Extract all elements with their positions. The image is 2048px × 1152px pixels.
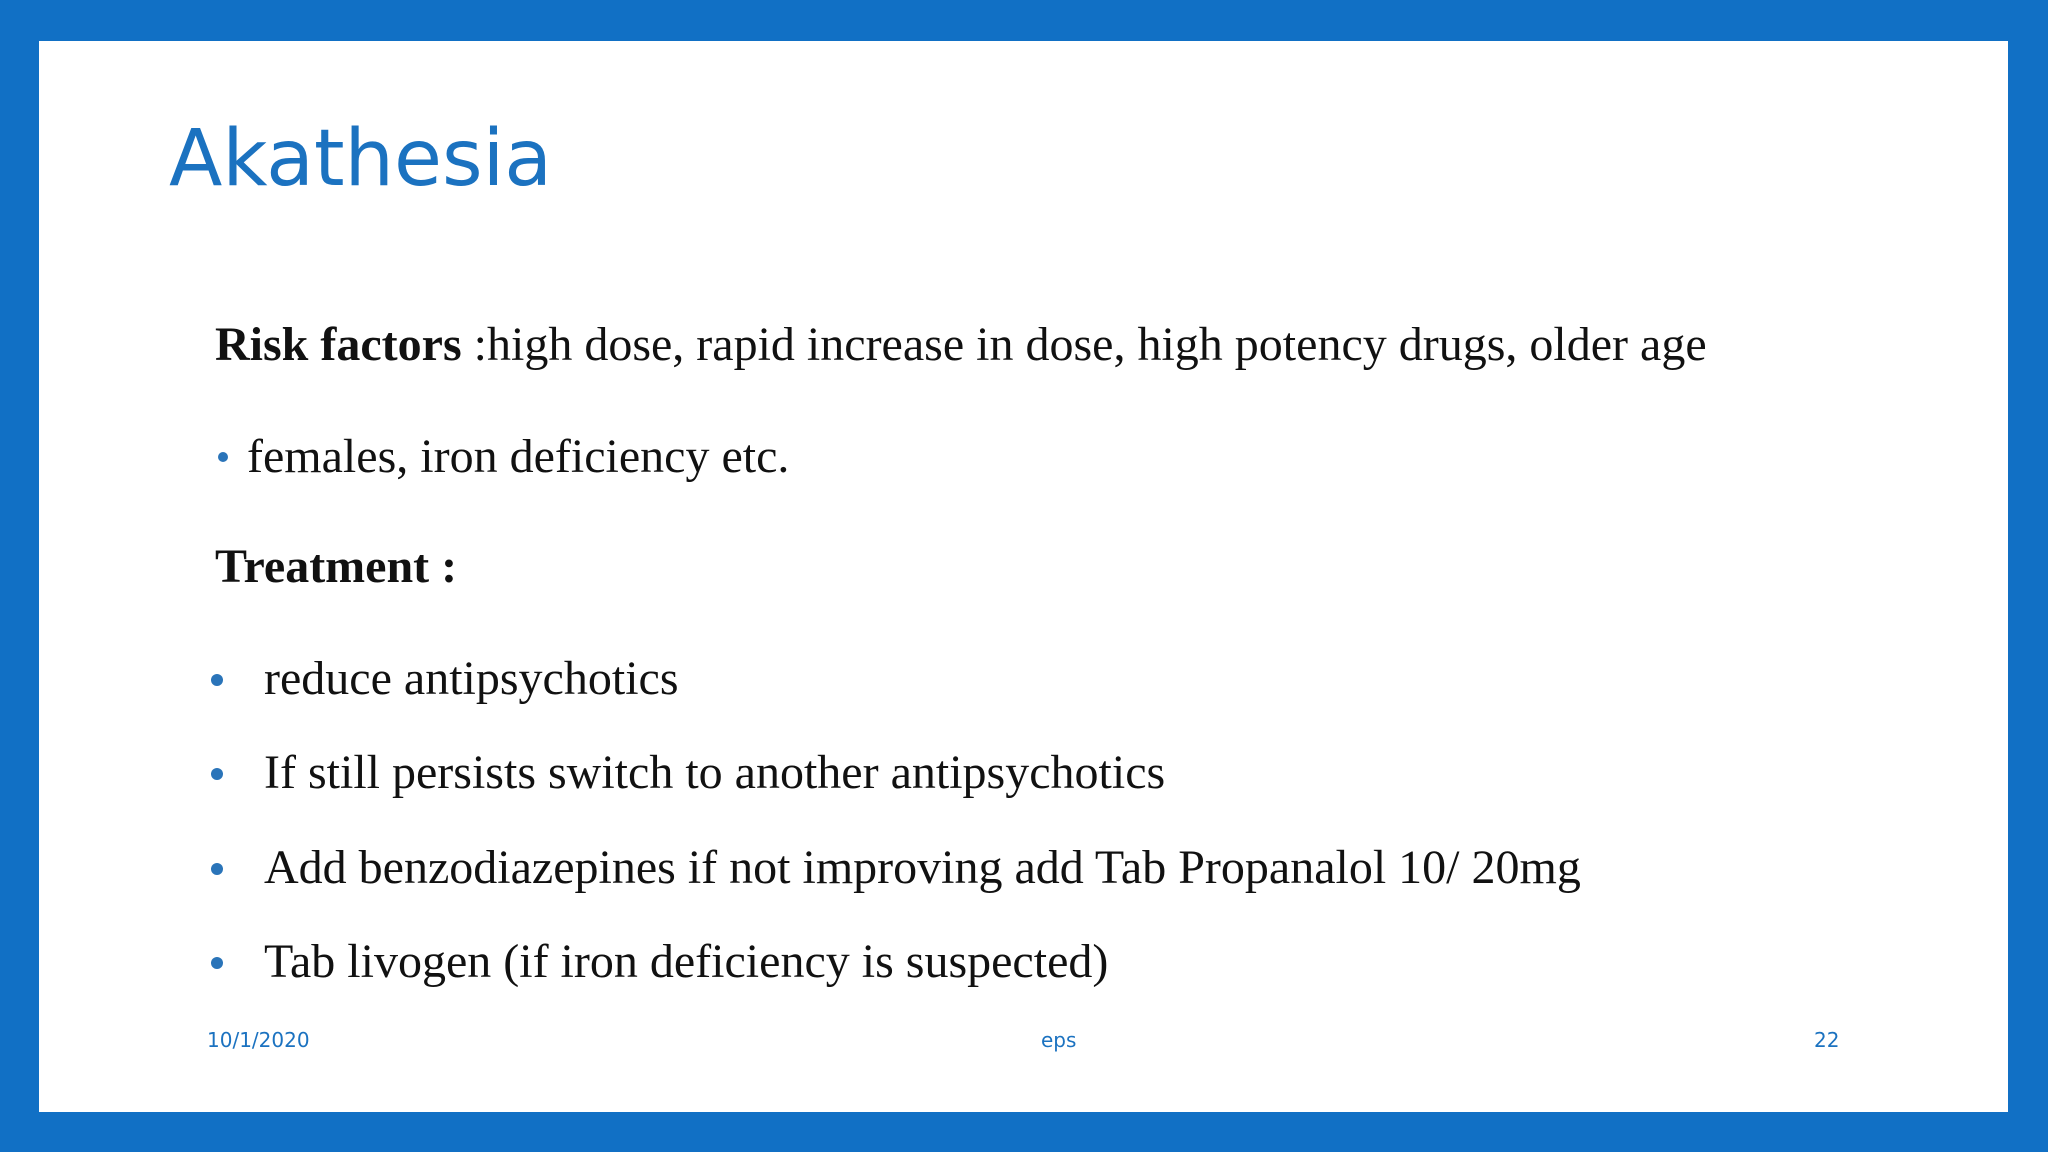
treatment-heading xyxy=(215,540,458,593)
treatment-item: If still persists switch to another antipsychotics xyxy=(264,746,1166,799)
treatment-item: Add benzodiazepines if not improving add Tab Propanalol 10/ 20mg xyxy=(264,841,1581,894)
bullet-dot-icon xyxy=(211,863,223,875)
footer-center-text: eps xyxy=(1041,1028,1077,1052)
risk-factors-continuation: females, iron deficiency etc. xyxy=(247,430,790,483)
risk-factors-line xyxy=(215,318,1707,371)
risk-factors-label: Risk factors xyxy=(215,318,462,371)
treatment-heading-label: Treatment : xyxy=(215,540,458,593)
bullet-dot-icon xyxy=(218,452,228,462)
slide-title: Akathesia xyxy=(169,114,553,204)
bullet-dot-icon xyxy=(211,674,223,686)
bullet-dot-icon xyxy=(211,768,223,780)
slide-number: 22 xyxy=(1814,1028,1840,1052)
treatment-item: reduce antipsychotics xyxy=(264,652,679,705)
treatment-item: Tab livogen (if iron deficiency is suspected) xyxy=(264,935,1109,988)
risk-factors-text: :high dose, rapid increase in dose, high potency drugs, older age xyxy=(461,318,1707,371)
bullet-dot-icon xyxy=(211,957,223,969)
footer-date: 10/1/2020 xyxy=(207,1028,310,1052)
